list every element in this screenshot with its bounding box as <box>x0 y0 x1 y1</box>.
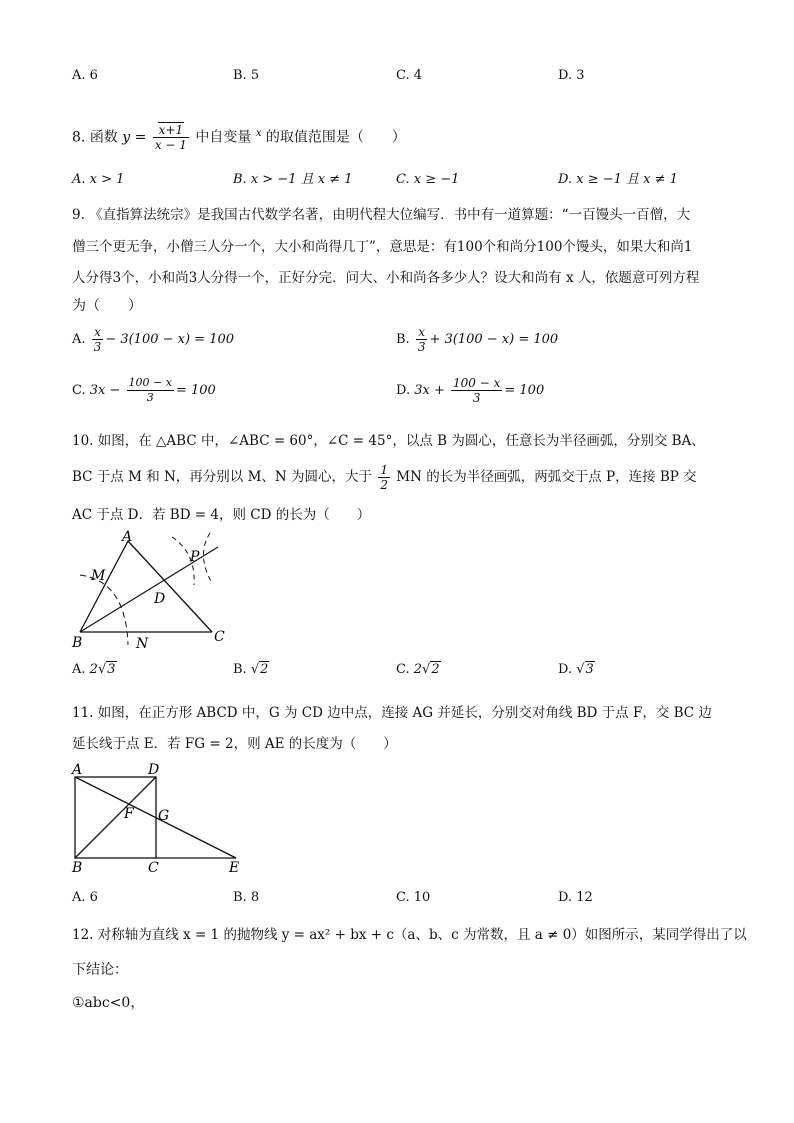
q10-option-d: D. √3 <box>558 662 594 677</box>
q11-label-e: E <box>229 860 240 876</box>
q11-line-2: 延长线于点 E．若 FG = 2，则 AE 的长度为（ ） <box>72 736 397 752</box>
q7-option-d: D. 3 <box>558 68 585 83</box>
q10-figure <box>66 525 246 655</box>
q8-number: 8. <box>72 129 86 146</box>
q9-option-c-label: C. <box>72 383 86 398</box>
q8-fraction <box>153 123 189 152</box>
q10-line-2-pre: BC 于点 M 和 N，再分别以 M、N 为圆心，大于 <box>72 469 373 485</box>
q10-option-b-label: B. <box>233 662 247 677</box>
q11-label-b: B <box>72 860 83 876</box>
q9-line-3: 人分得3个，小和尚3人分得一个，正好分完．问大、小和尚各多少人？设大和尚有 x 人，依题意可列方程 <box>72 270 700 286</box>
q9-option-b-num: x <box>416 325 428 340</box>
q10-label-p: P <box>190 549 200 565</box>
q11-label-g: G <box>158 808 170 824</box>
q12-line-1: 12. 对称轴为直线 x = 1 的抛物线 y = ax² + bx + c（a、b、c 为常数，且 a ≠ 0）如图所示，某同学得出了以 <box>72 927 747 943</box>
q10-line-3: AC 于点 D．若 BD = 4，则 CD 的长为（ ） <box>72 507 371 523</box>
q8-option-a: A. x > 1 <box>72 172 125 187</box>
q9-line-1: 9. 《直指算法统宗》是我国古代数学名著，由明代程大位编写．书中有一道算题：“一百馒头一百僧，大 <box>72 207 691 223</box>
q10-option-a-label: A. <box>72 662 86 677</box>
q9-option-d <box>396 376 544 405</box>
q11-label-d: D <box>148 762 160 778</box>
q10-line-1: 10. 如图，在 △ABC 中，∠ABC = 60°，∠C = 45°，以点 B 为圆心，任意长为半径画弧，分别交 BA、 <box>72 433 705 449</box>
q11-figure <box>66 760 252 876</box>
q9-option-c-num: 100 − x <box>128 376 172 389</box>
q9-option-d-rest: = 100 <box>504 383 545 398</box>
q8-option-c: C. x ≥ −1 <box>396 172 460 187</box>
q10-option-d-rad: 3 <box>585 662 594 677</box>
q10-half-den: 2 <box>380 478 388 492</box>
q11-option-d: D. 12 <box>558 890 593 905</box>
q9-option-b-rest: + 3(100 − x) = 100 <box>429 332 559 347</box>
q9-option-a-den: 3 <box>93 340 102 354</box>
q10-label-b: B <box>72 635 83 651</box>
q9-option-a-rest: − 3(100 − x) = 100 <box>105 332 235 347</box>
q10-line-2-post: MN 的长为半径画弧，两弧交于点 P，连接 BP 交 <box>396 469 697 485</box>
q10-option-c-coef: 2 <box>413 662 423 677</box>
q8-option-b: B. x > −1 且 x ≠ 1 <box>233 172 353 187</box>
q11-option-b: B. 8 <box>233 890 260 905</box>
q10-label-n: N <box>136 636 149 652</box>
q8-var: x <box>255 128 262 139</box>
q10-option-c-rad: 2 <box>431 662 440 677</box>
q11-line-1: 11. 如图，在正方形 ABCD 中，G 为 CD 边中点，连接 AG 并延长，分别交对角线 BD 于点 F，交 BC 边 <box>72 705 712 721</box>
q10-label-d: D <box>154 591 166 607</box>
q11-option-a: A. 6 <box>72 890 98 905</box>
q9-option-d-label: D. <box>396 383 411 398</box>
q8-y-eq: y = <box>122 129 147 146</box>
q10-option-c: C. 2√2 <box>396 662 440 677</box>
q9-option-c-den: 3 <box>146 391 154 404</box>
q12-line-2: 下结论： <box>72 962 128 978</box>
q8-denominator: x − 1 <box>154 138 187 153</box>
q11-label-c: C <box>148 860 159 876</box>
q11-diagonal-bd <box>75 777 156 858</box>
q7-option-b: B. 5 <box>233 68 260 83</box>
q10-option-b-rad: 2 <box>260 662 269 677</box>
q11-option-c: C. 10 <box>396 890 431 905</box>
q10-option-a-rad: 3 <box>107 662 116 677</box>
q10-arc-p2 <box>203 533 212 583</box>
q9-option-a <box>72 325 234 354</box>
q10-label-a: A <box>122 529 133 545</box>
q7-option-c: C. 4 <box>396 68 423 83</box>
q10-label-c: C <box>214 629 225 645</box>
q11-label-a: A <box>72 762 83 778</box>
q9-option-c-rest: = 100 <box>175 383 216 398</box>
q10-label-m: M <box>91 568 106 584</box>
q10-half-num: 1 <box>380 463 388 477</box>
q9-option-b-label: B. <box>396 332 410 347</box>
q10-option-a-coef: 2 <box>89 662 98 677</box>
q12-line-3: ①abc<0， <box>72 995 145 1011</box>
q10-option-a: A. 2√3 <box>72 662 116 677</box>
q9-option-d-den: 3 <box>472 391 481 405</box>
q10-option-c-label: C. <box>396 662 410 677</box>
q9-option-a-label: A. <box>72 332 86 347</box>
q9-option-d-num: 100 − x <box>453 376 501 390</box>
q9-option-c <box>72 376 216 405</box>
q7-option-a: A. 6 <box>72 68 98 83</box>
q8-numerator: x+1 <box>158 123 184 138</box>
q9-line-4: 为（ ） <box>72 298 142 314</box>
q11-label-f: F <box>124 806 134 822</box>
q8-option-d: D. x ≥ −1 且 x ≠ 1 <box>558 172 678 187</box>
q10-option-b: B. √2 <box>233 662 269 677</box>
q8-tail: 的取值范围是（ ） <box>265 129 406 146</box>
q9-option-b <box>396 325 558 354</box>
q10-side-ba <box>80 541 128 632</box>
q10-option-d-label: D. <box>558 662 573 677</box>
q8-prefix: 函数 <box>89 129 118 146</box>
q10-line-2 <box>72 462 697 492</box>
q9-option-d-pre: 3x + <box>414 383 445 398</box>
q9-option-b-den: 3 <box>417 340 426 354</box>
q9-option-a-num: x <box>92 325 104 340</box>
q8-stem <box>72 120 406 152</box>
q8-suffix: 中自变量 <box>195 129 252 146</box>
q9-option-c-pre: 3x − <box>89 383 121 398</box>
q9-line-2: 僧三个更无争，小僧三人分一个，大小和尚得几丁”，意思是：有100个和尚分100个馒头，如果大和尚1 <box>72 239 693 255</box>
